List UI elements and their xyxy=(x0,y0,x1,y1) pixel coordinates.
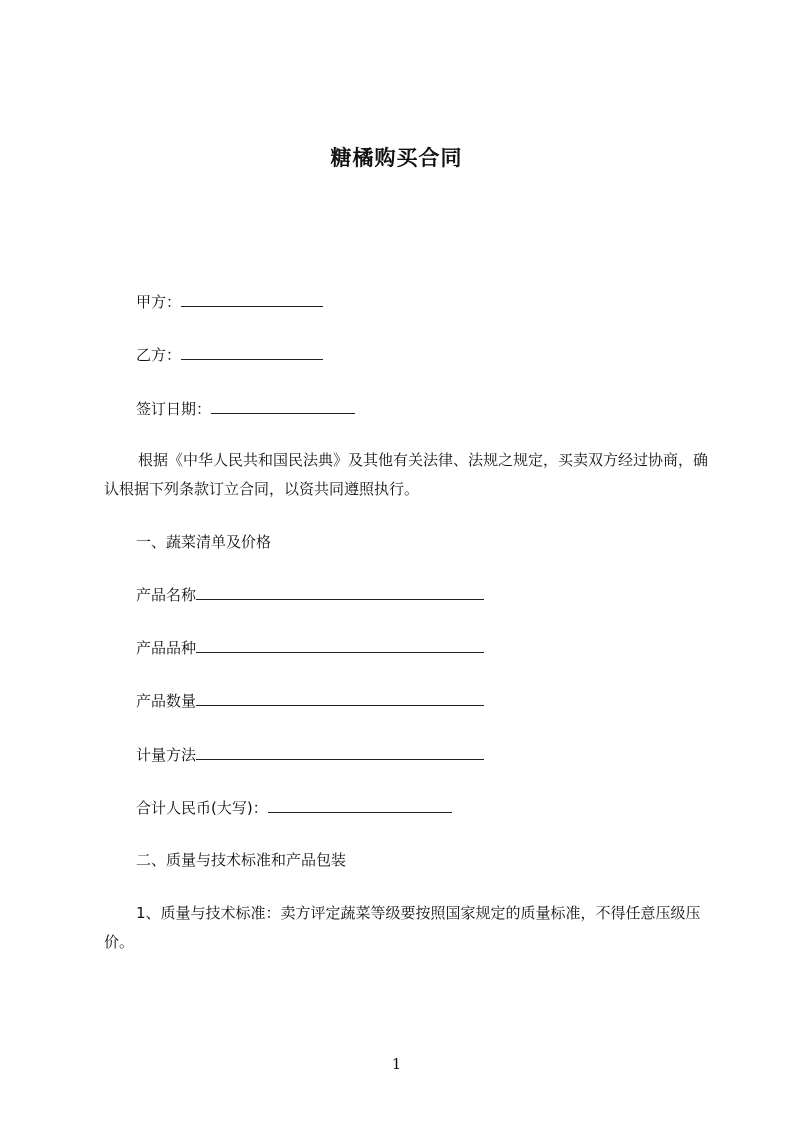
product-quantity-blank xyxy=(196,690,484,706)
product-variety-blank xyxy=(196,637,484,653)
section-2-heading: 二、质量与技术标准和产品包装 xyxy=(136,851,347,869)
product-name-line xyxy=(136,584,484,605)
sign-date-line xyxy=(136,398,355,419)
party-b-line xyxy=(136,344,323,365)
sign-date-blank xyxy=(211,398,355,414)
measure-method-line xyxy=(136,744,484,765)
party-b-label: 乙方： xyxy=(136,346,182,364)
product-quantity-line xyxy=(136,690,484,711)
party-a-blank xyxy=(181,291,323,307)
measure-method-label: 计量方法 xyxy=(136,746,197,764)
page-number: 1 xyxy=(391,1055,402,1073)
total-rmb-label: 合计人民币(大写)： xyxy=(136,799,268,817)
party-b-blank xyxy=(181,344,323,360)
total-rmb-line xyxy=(136,797,452,818)
product-name-blank xyxy=(196,584,484,600)
product-name-label: 产品名称 xyxy=(136,586,197,604)
product-quantity-label: 产品数量 xyxy=(136,692,197,710)
product-variety-label: 产品品种 xyxy=(136,639,197,657)
preamble-paragraph: 根据《中华人民共和国民法典》及其他有关法律、法规之规定，买卖双方经过协商，确认根据下列条款订立合同，以资共同遵照执行。 xyxy=(104,451,709,498)
total-rmb-blank xyxy=(268,797,452,813)
measure-method-blank xyxy=(196,744,484,760)
product-variety-line xyxy=(136,637,484,658)
clause-2-1-paragraph: 1、质量与技术标准：卖方评定蔬菜等级要按照国家规定的质量标准，不得任意压级压价。 xyxy=(104,904,701,951)
party-a-label: 甲方： xyxy=(136,293,182,311)
document-title: 糖橘购买合同 xyxy=(330,146,463,170)
party-a-line xyxy=(136,291,323,312)
section-1-heading: 一、蔬菜清单及价格 xyxy=(136,533,272,551)
sign-date-label: 签订日期： xyxy=(136,400,212,418)
